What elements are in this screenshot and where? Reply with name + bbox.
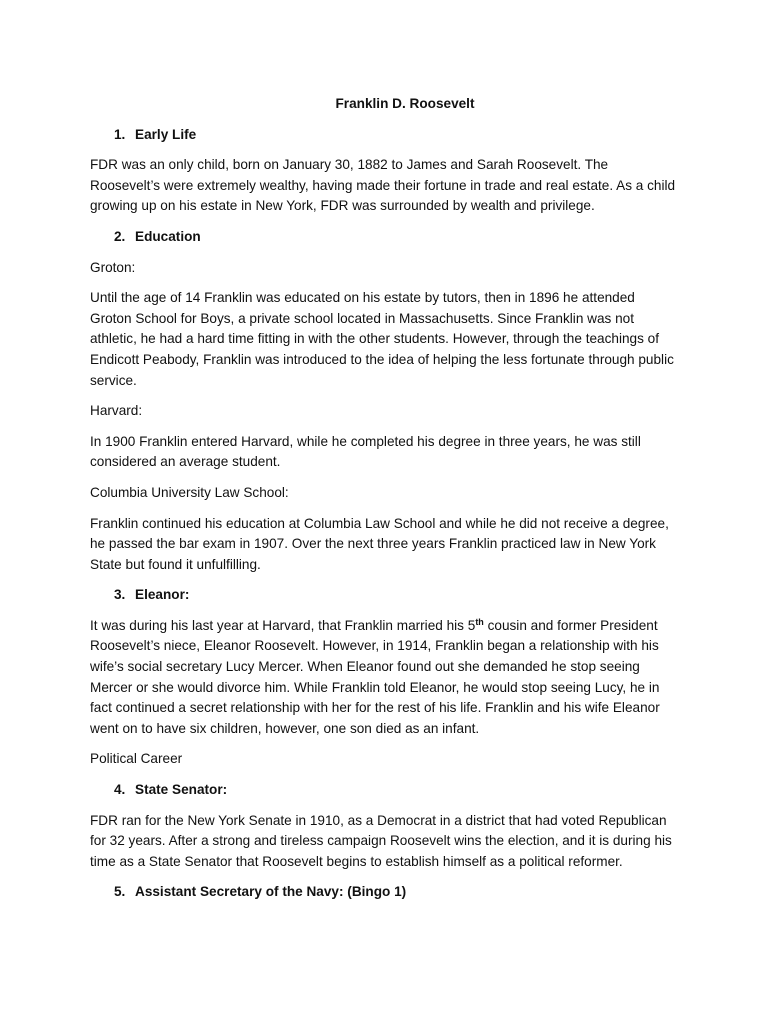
section-heading-early-life [90, 125, 680, 146]
eleanor-text-start: It was during his last year at Harvard, that Franklin married his 5 [90, 617, 476, 633]
harvard-paragraph: In 1900 Franklin entered Harvard, while he completed his degree in three years, he was still considered an average student. [90, 433, 641, 470]
eleanor-paragraph [90, 616, 680, 740]
early-life-paragraph: FDR was an only child, born on January 30, 1882 to James and Sarah Roosevelt. The Roosevelt’s were extremely wealthy, having made their fortune in trade and real estate. As a child growing up on his estate in New York, FDR was surrounded by wealth and privilege. [90, 157, 676, 214]
groton-paragraph: Until the age of 14 Franklin was educated on his estate by tutors, then in 1896 he attended Groton School for Boys, a private school located in Massachusetts. Since Franklin was not athletic, he had a hard time fitting in with the other students. However, through the teachings of Endicott Peabody, Franklin was introduced to the idea of helping the less fortunate through public service. [90, 290, 674, 388]
section-heading-text: State Senator: [135, 782, 228, 798]
section-number: 2. [114, 228, 126, 244]
section-number: 5. [114, 884, 126, 900]
ordinal-superscript: th [475, 616, 484, 627]
section-number: 3. [114, 587, 126, 603]
document-title: Franklin D. Roosevelt [335, 96, 475, 111]
columbia-paragraph: Franklin continued his education at Columbia Law School and while he did not receive a degree, he passed the bar exam in 1907. Over the next three years Franklin practiced law in New York State but found it unfulfilling. [90, 515, 669, 572]
columbia-subheading: Columbia University Law School: [90, 484, 289, 500]
section-heading-navy [90, 882, 680, 903]
section-heading-education [90, 227, 680, 248]
groton-subheading: Groton: [90, 259, 136, 275]
section-heading-text: Early Life [135, 126, 197, 142]
eleanor-text-end: cousin and former President Roosevelt’s niece, Eleanor Roosevelt. However, in 1914, Franklin began a relationship with his wife’s social secretary Lucy Mercer. When Eleanor found out she demanded he stop seeing Mercer or she would divorce him. While Franklin told Eleanor, he would stop seeing Lucy, he in fact continued a secret relationship with her for the rest of his life. Franklin and his wife Eleanor went on to have six children, however, one son died as an infant. [90, 617, 660, 736]
section-heading-text: Assistant Secretary of the Navy: (Bingo 1) [135, 884, 407, 900]
section-heading-eleanor [90, 585, 680, 606]
section-number: 1. [114, 126, 126, 142]
harvard-subheading: Harvard: [90, 403, 143, 419]
political-career-label: Political Career [90, 751, 183, 767]
section-heading-state-senator [90, 780, 680, 801]
section-number: 4. [114, 782, 126, 798]
section-heading-text: Education [135, 228, 201, 244]
state-senator-paragraph: FDR ran for the New York Senate in 1910, as a Democrat in a district that had voted Republican for 32 years. After a strong and tireless campaign Roosevelt wins the election, and it is during his time as a State Senator that Roosevelt begins to establish himself as a political reformer. [90, 812, 672, 869]
section-heading-text: Eleanor: [135, 587, 190, 603]
document-page [90, 94, 680, 913]
